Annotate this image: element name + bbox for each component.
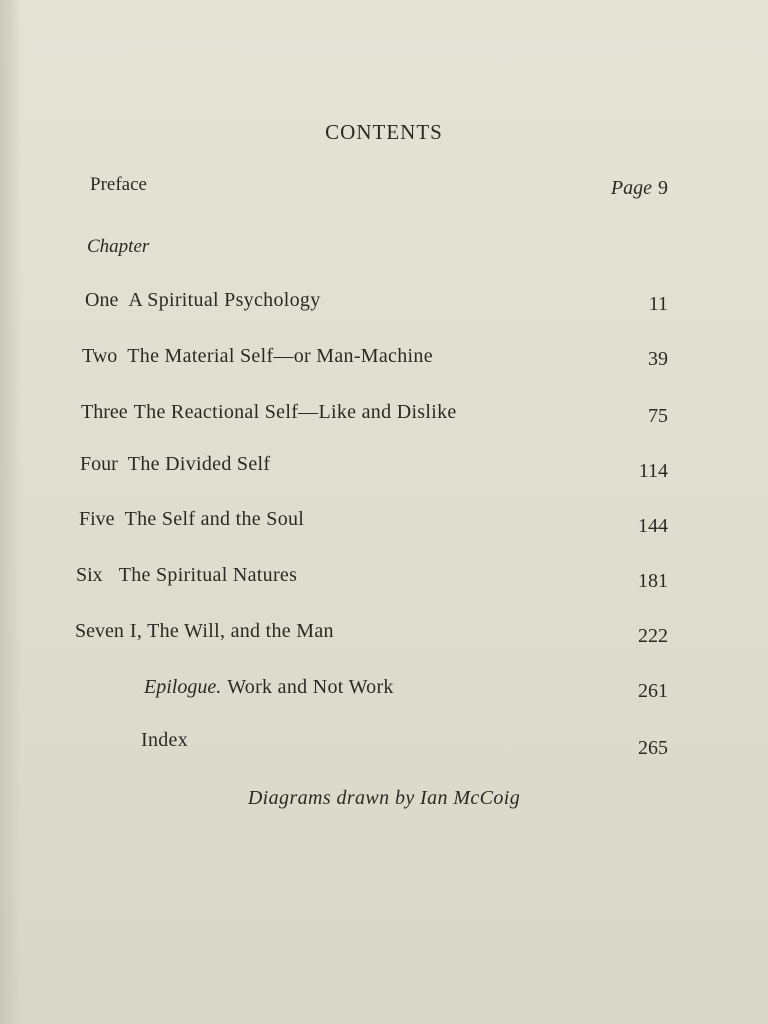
- chapter-number: Seven: [75, 620, 124, 642]
- chapter-title: The Divided Self: [127, 453, 271, 475]
- toc-entry-six: [76, 564, 297, 587]
- contents-heading: CONTENTS: [325, 120, 443, 144]
- chapter-label: Chapter: [87, 236, 150, 257]
- index-page-number: 265: [638, 737, 668, 759]
- toc-entry-seven: [75, 620, 334, 643]
- diagram-credit: Diagrams drawn by Ian McCoig: [247, 787, 521, 809]
- toc-entry-three: [81, 401, 457, 424]
- preface-label: Preface: [90, 174, 147, 195]
- toc-entry-four: [80, 453, 270, 476]
- chapter-title: A Spiritual Psychology: [128, 289, 321, 311]
- toc-entry-two: [82, 345, 433, 368]
- chapter-number: Three: [81, 401, 128, 423]
- toc-entry-epilogue: [144, 676, 394, 699]
- chapter-page-number: 114: [638, 460, 668, 482]
- chapter-title: The Material Self—or Man-Machine: [127, 345, 433, 367]
- chapter-title: I, The Will, and the Man: [129, 620, 334, 642]
- toc-entry-five: [79, 508, 304, 531]
- chapter-number: Four: [80, 453, 118, 475]
- toc-entry-one: [85, 289, 321, 312]
- epilogue-title: Work and Not Work: [227, 676, 394, 698]
- preface-page: [611, 177, 668, 200]
- chapter-title: The Reactional Self—Like and Dislike: [133, 401, 457, 423]
- chapter-page-number: 11: [648, 293, 668, 315]
- binding-shadow: [0, 0, 22, 1024]
- chapter-number: Six: [76, 564, 103, 586]
- toc-entry-index: [141, 729, 188, 752]
- chapter-number: One: [85, 289, 119, 311]
- chapter-page-number: 181: [638, 570, 668, 592]
- epilogue-label: Epilogue.: [144, 676, 222, 698]
- chapter-page-number: 222: [638, 625, 668, 647]
- epilogue-page-number: 261: [638, 680, 668, 702]
- chapter-number: Five: [79, 508, 115, 530]
- chapter-page-number: 75: [648, 405, 668, 427]
- chapter-title: The Spiritual Natures: [118, 564, 298, 586]
- index-label: Index: [141, 729, 189, 751]
- chapter-title: The Self and the Soul: [124, 508, 305, 530]
- chapter-number: Two: [82, 345, 118, 367]
- page-word: Page: [610, 177, 652, 199]
- chapter-page-number: 39: [648, 348, 668, 370]
- chapter-page-number: 144: [638, 515, 668, 537]
- preface-page-number: 9: [658, 177, 668, 199]
